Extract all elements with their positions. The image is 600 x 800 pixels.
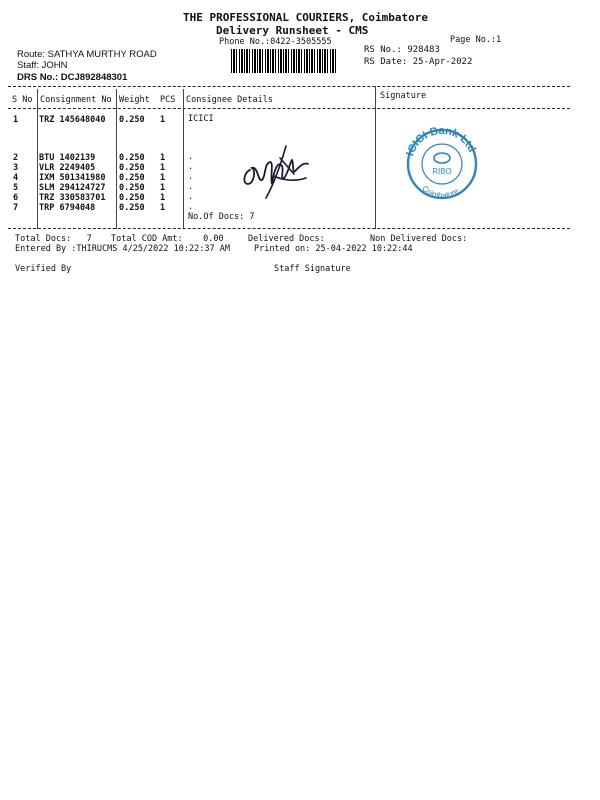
table-row-consignee: . [188,162,194,172]
table-row-consignment: IXM 501341980 [39,173,106,183]
table-row-consignment: TRZ 330583701 [39,193,106,203]
table-row-pcs: 1 [160,173,166,183]
table-row-weight: 0.250 [119,183,145,193]
table-row-consignment: TRP 6794048 [39,203,96,213]
no-of-docs: No.Of Docs: 7 [188,212,255,222]
table-row-weight: 0.250 [119,193,145,203]
rs-date: RS Date: 25-Apr-2022 [364,57,473,67]
table-row-sno: 5 [13,183,19,193]
col-divider [375,86,376,229]
table-row-pcs: 1 [160,183,166,193]
table-row-weight: 0.250 [119,153,145,163]
bank-stamp-icon [398,124,486,200]
staff-signature-label: Staff Signature [274,264,351,274]
table-row-consignee: . [188,182,194,192]
total-docs: Total Docs: 7 [15,234,92,244]
barcode [231,49,337,73]
table-row-sno: 2 [13,153,19,163]
col-weight: Weight [119,95,150,105]
table-row-pcs: 1 [160,193,166,203]
table-row-sno: 1 [13,115,19,125]
table-row-consignment: SLM 294124727 [39,183,106,193]
col-sno: S No [12,95,33,105]
table-row-consignee: . [188,152,194,162]
table-row-sno: 4 [13,173,19,183]
table-row-consignment: TRZ 145648040 [39,115,106,125]
table-row-consignment: BTU 1402139 [39,153,96,163]
page-number: Page No.:1 [450,35,502,45]
entered-by: Entered By :THIRUCMS 4/25/2022 10:22:37 AM [15,244,230,254]
staff-label: Staff: JOHN [17,60,68,71]
svg-text:RIBO: RIBO [432,167,452,176]
table-row-pcs: 1 [160,163,166,173]
svg-text:ICICI Bank Ltd: ICICI Bank Ltd [404,124,479,158]
table-row-consignment: VLR 2249405 [39,163,96,173]
table-row-sno: 7 [13,203,19,213]
phone-number: Phone No.:0422-3505555 [219,37,332,47]
header-bottom-rule [8,108,570,109]
table-row-pcs: 1 [160,115,166,125]
col-pcs: PCS [160,95,176,105]
svg-text:Coimbatore: Coimbatore [420,183,461,200]
table-row-weight: 0.250 [119,173,145,183]
table-row-sno: 6 [13,193,19,203]
total-cod-amount: Total COD Amt: 0.00 [111,234,224,244]
col-consignment: Consignment No [40,95,112,105]
table-row-consignee: . [188,192,194,202]
table-row-weight: 0.250 [119,115,145,125]
table-row-pcs: 1 [160,153,166,163]
col-signature: Signature [380,91,427,101]
header-top-rule [8,86,570,87]
table-row-consignee: . [188,172,194,182]
table-row-weight: 0.250 [119,163,145,173]
printed-on: Printed on: 25-04-2022 10:22:44 [254,244,413,254]
table-row-consignee: ICICI [188,114,214,124]
col-consignee: Consignee Details [186,95,273,105]
drs-number: DRS No.: DCJ892848301 [17,72,128,83]
document-subtitle: Delivery Runsheet - CMS [216,24,369,37]
table-row-consignee: . [188,202,194,212]
verified-by-label: Verified By [15,264,72,274]
handwritten-signature [236,140,314,206]
table-row-sno: 3 [13,163,19,173]
non-delivered-docs: Non Delivered Docs: [370,234,468,244]
table-row-pcs: 1 [160,203,166,213]
table-row-weight: 0.250 [119,203,145,213]
company-name: THE PROFESSIONAL COURIERS, Coimbatore [183,11,429,24]
delivered-docs: Delivered Docs: [248,234,325,244]
table-bottom-rule [8,228,570,229]
route-label: Route: SATHYA MURTHY ROAD [17,49,157,60]
col-divider [37,89,38,229]
col-divider [116,89,117,229]
rs-number: RS No.: 928483 [364,45,440,55]
col-divider [183,89,184,229]
